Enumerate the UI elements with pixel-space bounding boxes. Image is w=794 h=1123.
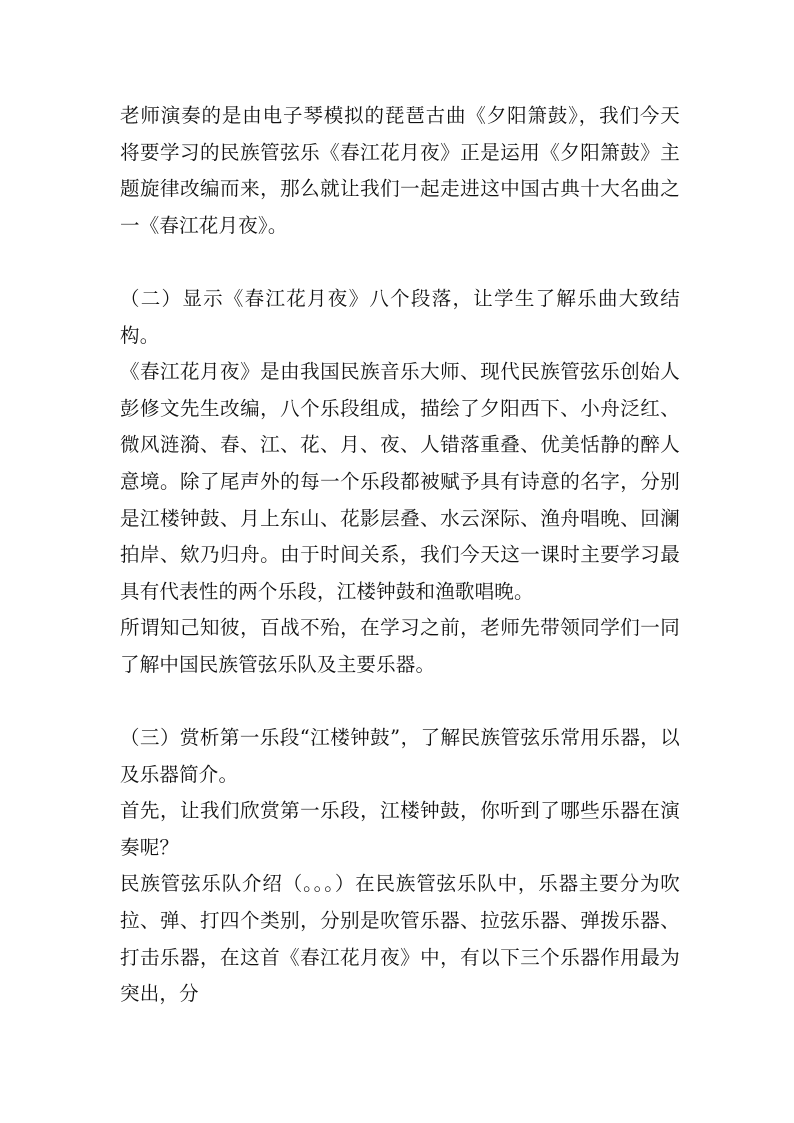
preparation-paragraph: 所谓知己知彼，百战不殆，在学习之前，老师先带领同学们一同了解中国民族管弦乐队及主要乐器。 (120, 616, 680, 676)
listening-question-paragraph: 首先，让我们欣赏第一乐段，江楼钟鼓，你听到了哪些乐器在演奏呢？ (120, 799, 680, 859)
paragraph-gap (120, 684, 680, 721)
document-page (120, 98, 680, 1013)
section-three-heading: （三）赏析第一乐段“江楼钟鼓”，了解民族管弦乐常用乐器，以及乐器简介。 (120, 726, 680, 786)
orchestra-intro-paragraph: 民族管弦乐队介绍（。。。）在民族管弦乐队中，乐器主要分为吹拉、弹、打四个类别，分别是吹管乐器、拉弦乐器、弹拨乐器、打击乐器，在这首《春江花月夜》中，有以下三个乐器作用最为突出，分 (120, 872, 680, 1006)
paragraph-gap (120, 244, 680, 281)
section-two-heading: （二）显示《春江花月夜》八个段落，让学生了解乐曲大致结构。 (120, 286, 680, 347)
structure-paragraph: 《春江花月夜》是由我国民族音乐大师、现代民族管弦乐创始人彭修文先生改编，八个乐段组成，描绘了夕阳西下、小舟泛红、微风涟漪、春、江、花、月、夜、人错落重叠、优美恬静的醉人意境。除了尾声外的每一个乐段都被赋予具有诗意的名字，分别是江楼钟鼓、月上东山、花影层叠、水云深际、渔舟唱晚、回澜拍岸、欸乃归舟。由于时间关系，我们今天这一课时主要学习最具有代表性的两个乐段，江楼钟鼓和渔歌唱晚。 (120, 360, 680, 603)
intro-paragraph: 老师演奏的是由电子琴模拟的琵琶古曲《夕阳箫鼓》，我们今天将要学习的民族管弦乐《春江花月夜》正是运用《夕阳箫鼓》主题旋律改编而来，那么就让我们一起走进这中国古典十大名曲之一《春江花月夜》。 (120, 104, 680, 237)
